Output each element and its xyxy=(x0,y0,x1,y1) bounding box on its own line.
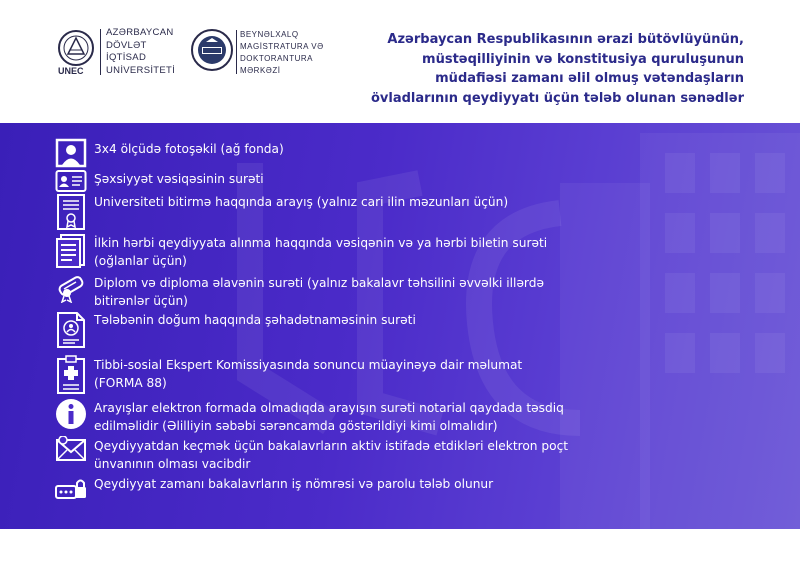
certificate-icon xyxy=(55,193,87,231)
unec-caption: UNEC xyxy=(58,66,84,76)
item-text: Qeydiyyat zamanı bakalavrların iş nömrəsi və parolu tələb olunur xyxy=(94,477,494,491)
item-text: Qeydiyyatdan keçmək üçün bakalavrların aktiv istifadə etdikləri elektron poçt ünvanının olması vacibdir xyxy=(94,439,569,471)
diploma-scroll-icon xyxy=(55,273,87,303)
documents-panel xyxy=(0,123,800,529)
logo-divider xyxy=(100,29,101,75)
item-text: Şəxsiyyət vəsiqəsinin surəti xyxy=(94,172,264,186)
unec-name: AZƏRBAYCAN DÖVLƏT İQTİSAD UNİVERSİTETİ xyxy=(106,27,176,76)
item-text: 3x4 ölçüdə fotoşəkil (ağ fonda) xyxy=(94,142,284,156)
item-text: İlkin hərbi qeydiyyata alınma haqqında vəsiqənin və ya hərbi biletin surəti (oğlanlar üçün) xyxy=(94,236,548,268)
bmdm-logo-icon xyxy=(190,28,234,72)
birth-certificate-icon xyxy=(55,311,87,349)
item-text: Arayışlar elektron formada olmadıqda arayışın surəti notarial qaydada təsdiq edilməlidir (Əlilliyin səbəbi sərəncamda göstərildiyi kimi olmalıdır) xyxy=(94,401,564,433)
password-lock-icon xyxy=(55,475,87,501)
item-text: Universiteti bitirmə haqqında arayış (yalnız cari ilin məzunları üçün) xyxy=(94,195,509,209)
unec-logo-icon xyxy=(55,28,101,88)
id-card-icon xyxy=(55,168,87,194)
portrait-photo-icon xyxy=(55,138,87,170)
bmdm-name: BEYNƏLXALQ MAGİSTRATURA VƏ DOKTORANTURA MƏRKƏZİ xyxy=(240,30,324,75)
footer xyxy=(0,529,800,566)
item-text: Tibbi-sosial Ekspert Komissiyasında sonuncu müayinəyə dair məlumat (FORMA 88) xyxy=(94,358,523,390)
item-text: Tələbənin doğum haqqında şəhadətnaməsinin surəti xyxy=(94,313,416,327)
medical-document-icon xyxy=(55,355,87,395)
logo-divider-2 xyxy=(236,30,237,74)
document-lines-icon xyxy=(55,233,87,269)
header xyxy=(0,0,800,123)
info-icon xyxy=(55,398,87,430)
email-icon xyxy=(55,436,87,464)
item-text: Diplom və diploma əlavənin surəti (yalnız bakalavr təhsilini əvvəlki illərdə bitirənlər üçün) xyxy=(94,276,544,308)
page-title: Azərbaycan Respublikasının ərazi bütövlüyünün, müstəqilliyinin və konstitusiya quruluşunun müdafiəsi zamanı əlil olmuş vətəndaşların övladlarının qeydiyyatı üçün tələb olunan sənədlər xyxy=(370,32,744,106)
